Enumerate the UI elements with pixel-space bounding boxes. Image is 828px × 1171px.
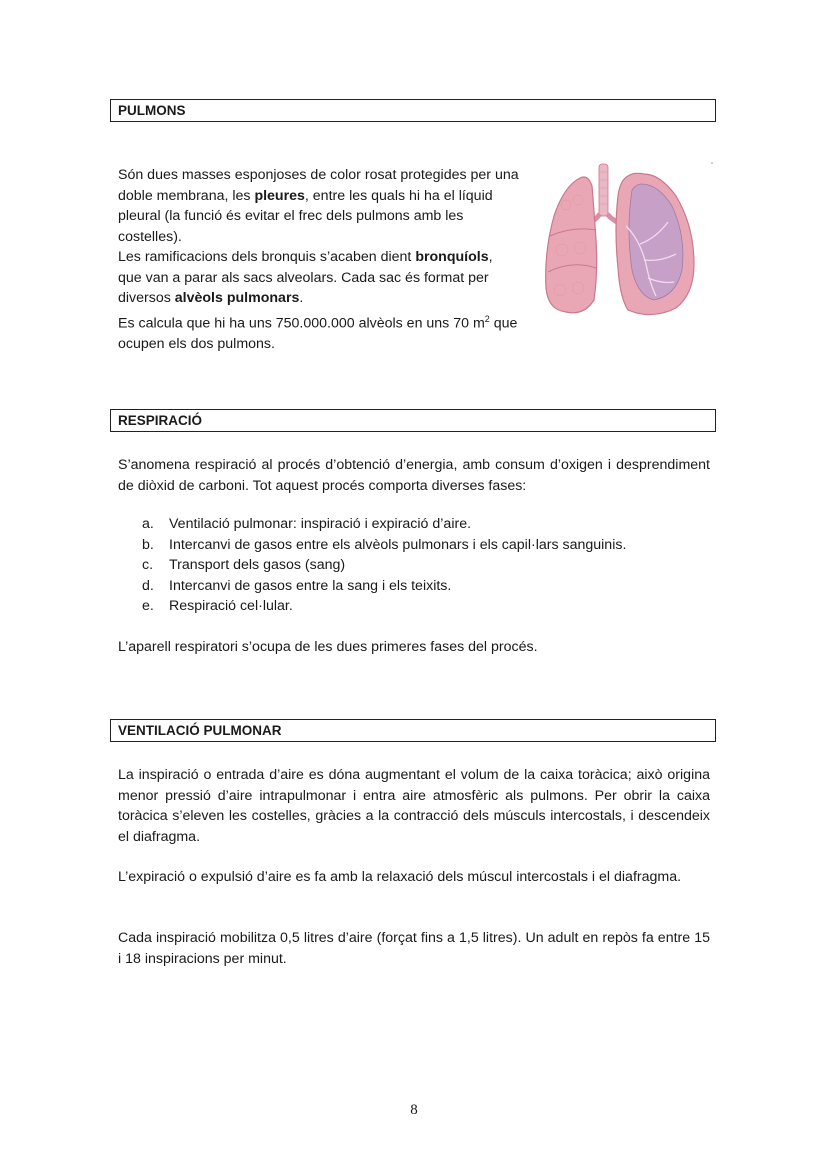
page-number: 8: [410, 1102, 418, 1118]
section-heading-ventilacio: VENTILACIÓ PULMONAR: [110, 719, 716, 742]
list-item: c. Transport dels gasos (sang): [142, 557, 346, 573]
pulmons-paragraph-1: Són dues masses esponjoses de color rosat protegides per una doble membrana, les pleures, entre les quals hi ha el líquid pleural (la funció és evitar el frec dels pulmons amb les costelles).: [118, 167, 519, 245]
list-item: a. Ventilació pulmonar: inspiració i expiració d’aire.: [142, 516, 472, 532]
respiracio-closing: L’aparell respiratori s’ocupa de les dues primeres fases del procés.: [118, 639, 538, 655]
pulmons-text: [118, 165, 520, 354]
respiracio-phases-list: [142, 514, 626, 617]
pulmons-paragraph-3: Es calcula que hi ha uns 750.000.000 alvèols en uns 70 $m^2$ que ocupen els dos pulmons.: [118, 313, 518, 352]
list-item: b. Intercanvi de gasos entre els alvèols pulmonars i els capil·lars sanguinis.: [142, 536, 627, 553]
term-pleures: pleures: [254, 187, 305, 204]
ventilacio-paragraph-3: Cada inspiració mobilitza 0,5 litres d’aire (forçat fins a 1,5 litres). Un adult en repòs fa entre 15 i 18 inspiracions per minut.: [118, 930, 710, 967]
lungs-illustration: [536, 160, 716, 325]
list-item: d. Intercanvi de gasos entre la sang i els teixits.: [142, 577, 452, 594]
term-bronquiols: bronquíols: [415, 249, 489, 265]
section-heading-respiracio: RESPIRACIÓ: [110, 409, 716, 432]
list-item: e. Respiració cel·lular.: [142, 598, 293, 614]
ventilacio-paragraph-2: L’expiració o expulsió d’aire es fa amb la relaxació dels múscul intercostals i el diafragma.: [118, 869, 682, 885]
section-heading-pulmons: PULMONS: [110, 99, 716, 122]
ventilacio-paragraph-1: La inspiració o entrada d’aire es dóna augmentant el volum de la caixa toràcica; això origina menor pressió d’aire intrapulmonar i entra aire atmosfèric als pulmons. Per obrir la caixa toràcica s’eleven les costelles, gràcies a la contracció dels músculs intercostals, i descendeix el diafragma.: [118, 767, 710, 845]
respiracio-intro: S’anomena respiració al procés d’obtenció d’energia, amb consum d’oxigen i desprendiment de diòxid de carboni. Tot aquest procés comporta diverses fases:: [118, 457, 710, 494]
pulmons-paragraph-2: Les ramificacions dels bronquis s’acaben dient bronquíols, que van a parar als sacs alveolars. Cada sac és format per diversos alvèols pulmonars.: [118, 249, 493, 306]
term-alveols: alvèols pulmonars: [174, 290, 300, 306]
